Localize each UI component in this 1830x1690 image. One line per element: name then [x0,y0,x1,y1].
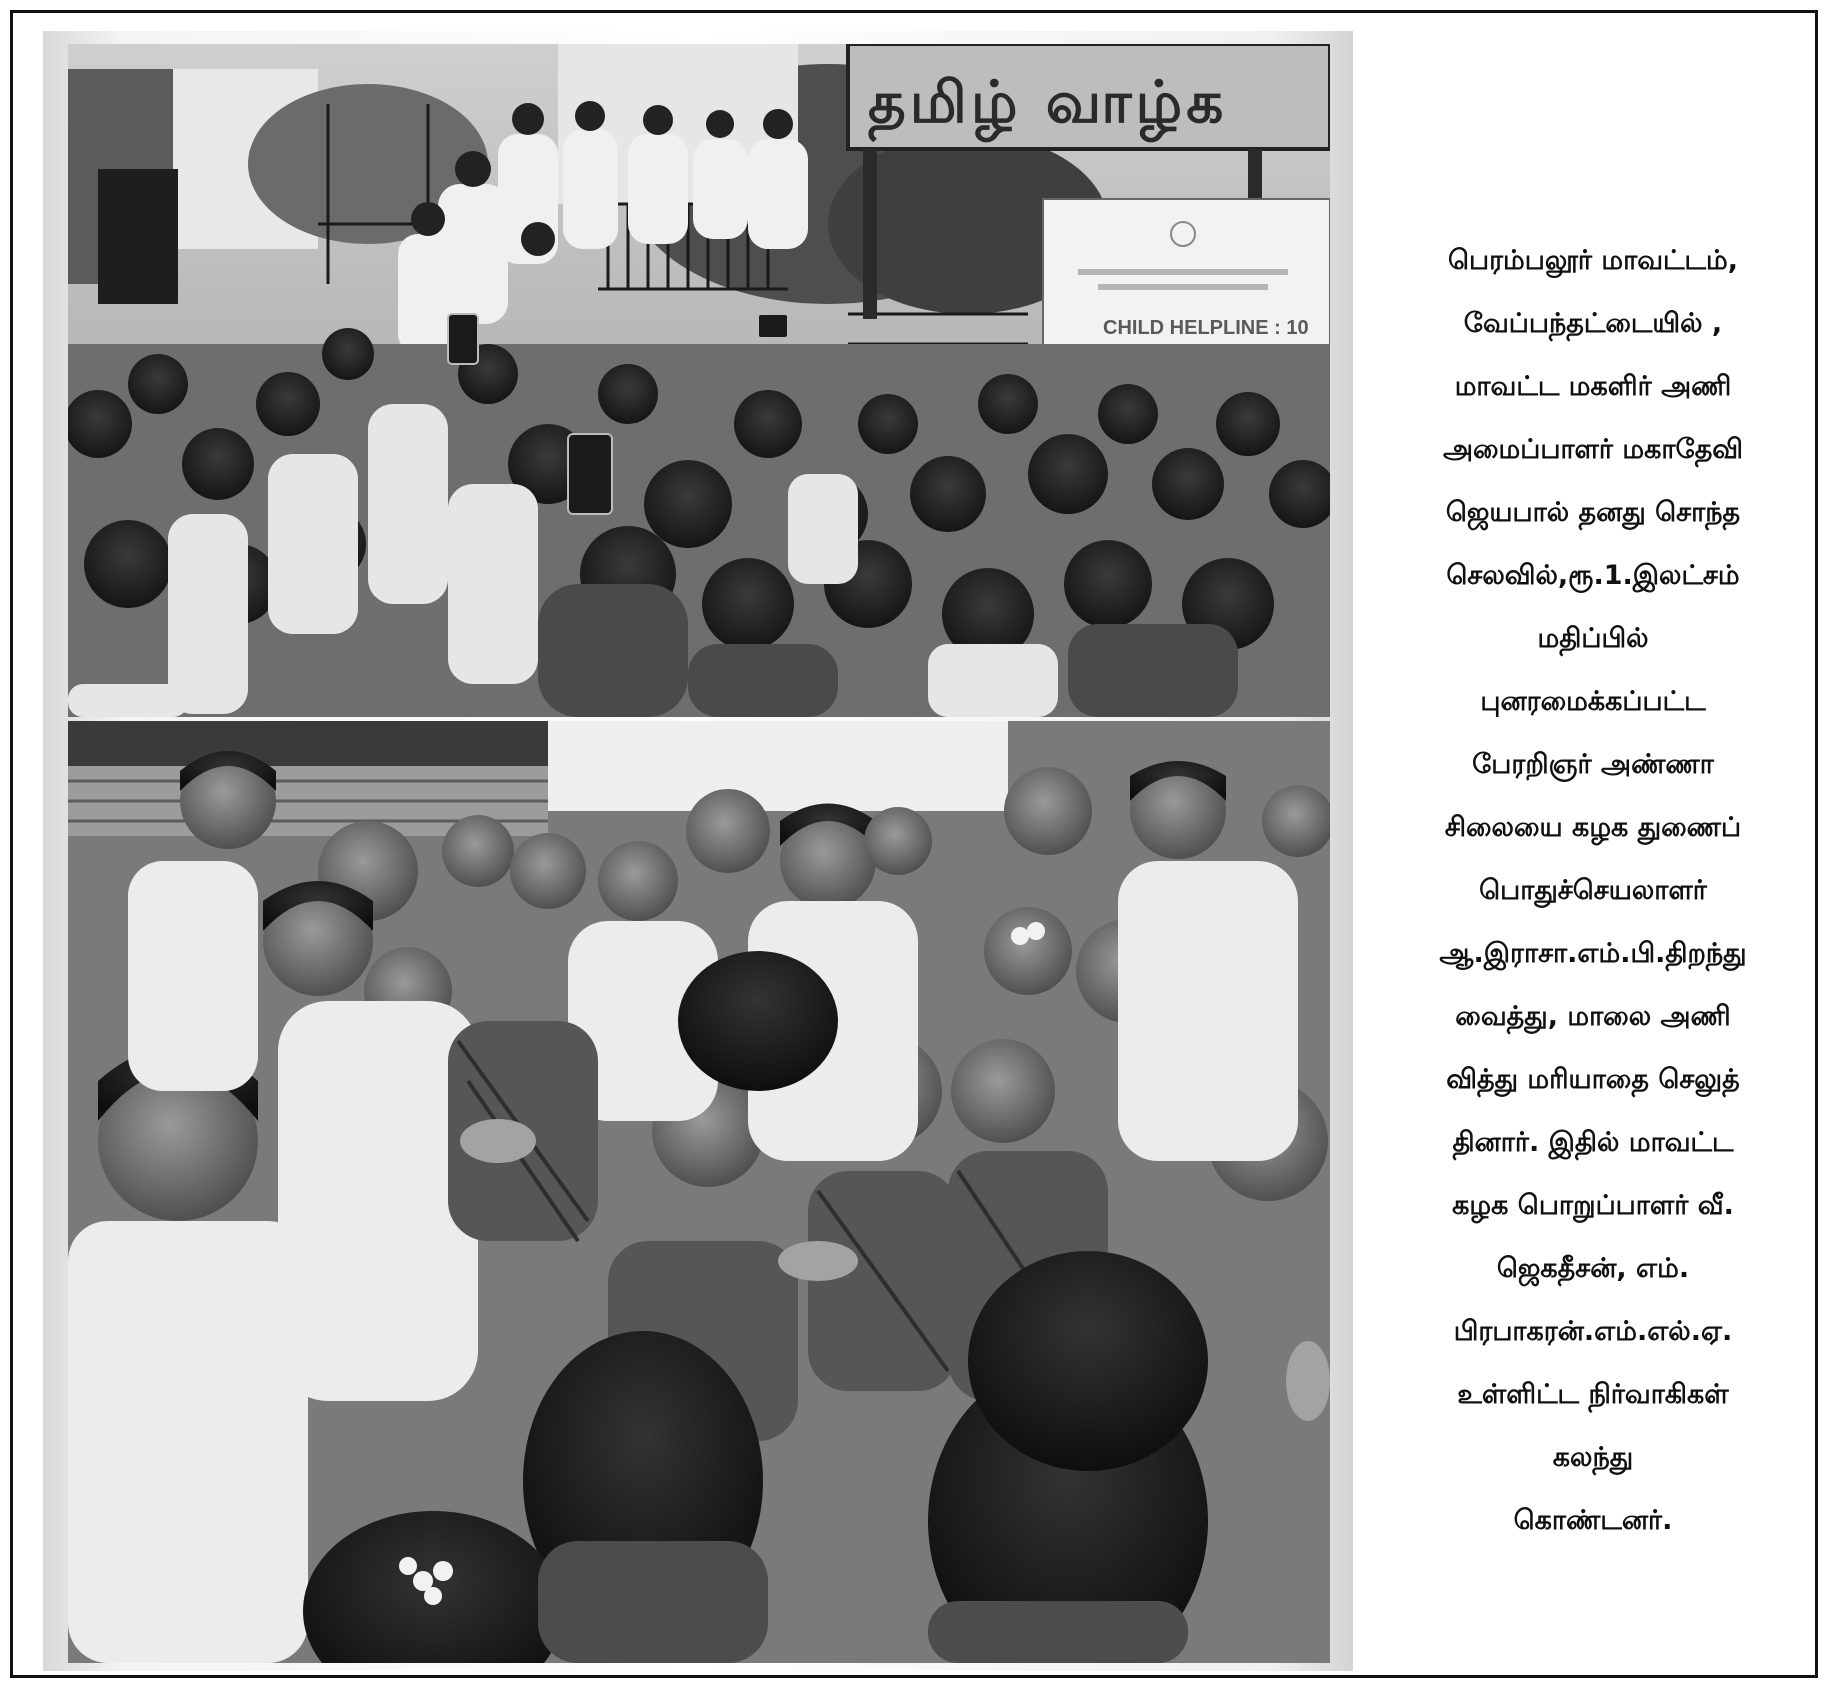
caption-line: சிலையை கழக துணைப் [1444,812,1742,843]
caption-line: மதிப்பில் [1537,623,1649,654]
caption-line: அமைப்பாளர் மகாதேவி [1442,434,1744,465]
sign-board-text: தமிழ் வாழ்க [868,68,1228,136]
caption-line: கழக பொறுப்பாளர் வீ. [1452,1190,1734,1221]
news-clipping-frame [10,10,1818,1678]
caption-line: ஜெயபால் தனது சொந்த [1445,497,1741,528]
caption-line: பெரம்பலூர் மாவட்டம், [1447,245,1739,276]
caption-line: வைத்து, மாலை அணி [1455,1001,1731,1032]
caption-line: ஆ.இராசா.எம்.பி.திறந்து [1439,938,1747,969]
caption-line: புனரமைக்கப்பட்ட [1480,686,1706,717]
caption-line: பேரறிஞர் அண்ணா [1472,749,1714,780]
photo-panel [43,31,1353,1671]
child-helpline-board-text: CHILD HELPLINE : 10 [1103,317,1309,339]
caption-line: கொண்டனர். [1513,1505,1673,1536]
caption-line: கலந்து [1552,1442,1634,1473]
caption-line: ஜெகதீசன், எம். [1496,1253,1690,1284]
caption-line: மாவட்ட மகளிர் அணி [1454,371,1732,402]
photo-statue-inauguration [68,44,1330,717]
caption-line: பொதுச்செயலாளர் [1479,875,1707,906]
caption-text-block [1383,229,1803,1552]
caption-line: தினார். இதில் மாவட்ட [1452,1127,1734,1158]
caption-line: பிரபாகரன்.எம்.எல்.ஏ. [1453,1316,1733,1347]
caption-line: செலவில்,ரூ.1.இலட்சம் [1446,560,1740,591]
caption-line: உள்ளிட்ட நிர்வாகிகள் [1457,1379,1729,1410]
caption-line: வித்து மரியாதை செலுத் [1446,1064,1740,1095]
photo-meeting-public [68,721,1330,1663]
caption-line: வேப்பந்தட்டையில் , [1463,308,1723,339]
